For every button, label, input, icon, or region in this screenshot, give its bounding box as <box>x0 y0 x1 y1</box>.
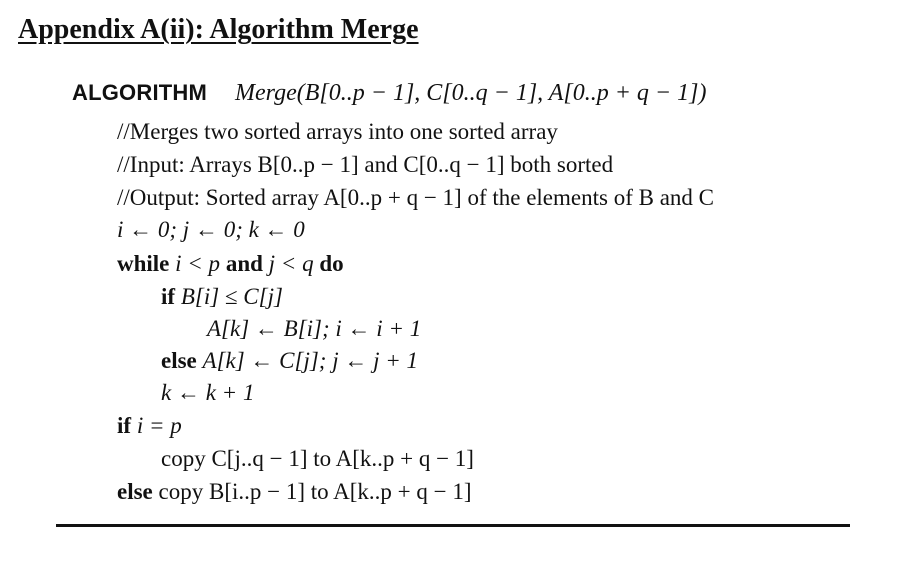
while-line <box>117 252 344 275</box>
and-keyword: and <box>225 251 263 276</box>
assign-b-line: A[k] ← B[i]; i ← i + 1 <box>207 316 422 341</box>
comment-line-2: //Input: Arrays B[0..p − 1] and C[0..q − 1] both sorted <box>117 152 614 177</box>
algorithm-header <box>72 80 706 107</box>
comment-line-3: //Output: Sorted array A[0..p + q − 1] of the elements of B and C <box>117 185 715 210</box>
assign-c: A[k] ← C[j]; j ← j + 1 <box>202 348 419 373</box>
if-line <box>161 285 283 308</box>
else-line <box>161 349 418 372</box>
page-title: Appendix A(ii): Algorithm Merge <box>18 14 419 45</box>
if-keyword-2: if <box>117 413 132 438</box>
init-line: i ← 0; j ← 0; k ← 0 <box>117 217 305 242</box>
comment-line-1: //Merges two sorted arrays into one sorted array <box>117 119 558 144</box>
algorithm-keyword: ALGORITHM <box>72 80 208 105</box>
bottom-rule <box>56 524 850 527</box>
if-condition: B[i] ≤ C[j] <box>180 284 283 309</box>
while-keyword: while <box>117 251 170 276</box>
else-copy-line <box>117 480 472 503</box>
if-keyword: if <box>161 284 176 309</box>
if-equal-line <box>117 414 182 437</box>
copy-c-line: copy C[j..q − 1] to A[k..p + q − 1] <box>161 446 474 471</box>
if-equal-condition: i = p <box>136 413 182 438</box>
do-keyword: do <box>319 251 344 276</box>
algorithm-signature: Merge(B[0..p − 1], C[0..q − 1], A[0..p + q − 1]) <box>235 80 707 106</box>
else-keyword: else <box>161 348 197 373</box>
copy-b: copy B[i..p − 1] to A[k..p + q − 1] <box>158 479 472 504</box>
else-keyword-2: else <box>117 479 153 504</box>
increment-k-line: k ← k + 1 <box>161 380 255 405</box>
while-condition-2: j < q <box>268 251 314 276</box>
while-condition-1: i < p <box>175 251 221 276</box>
